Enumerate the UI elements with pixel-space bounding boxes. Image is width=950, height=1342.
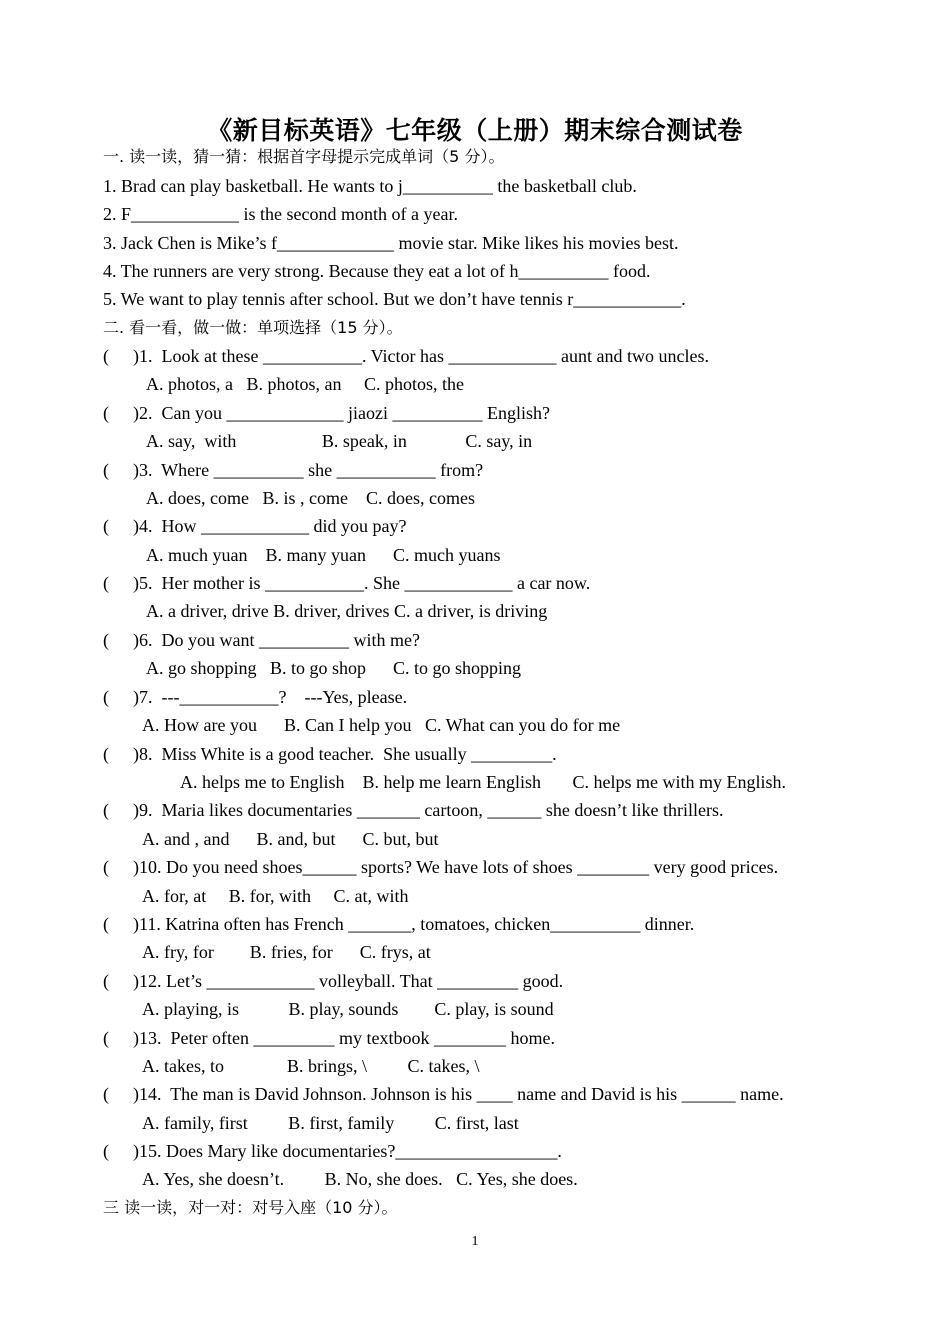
question-7 bbox=[103, 686, 407, 710]
question-text: )10. Do you need shoes______ sports? We have lots of shoes ________ very good prices. bbox=[133, 857, 779, 877]
fill-item-4: 4. The runners are very strong. Because they eat a lot of h__________ food. bbox=[103, 261, 651, 281]
section2-heading: 二. 看一看，做一做：单项选择（15 分）。 bbox=[103, 318, 403, 337]
question-7-options: A. How are you B. Can I help you C. What can you do for me bbox=[142, 715, 621, 735]
answer-paren: ( bbox=[103, 744, 109, 764]
question-13 bbox=[103, 1027, 555, 1051]
question-text: )11. Katrina often has French _______, tomatoes, chicken__________ dinner. bbox=[133, 914, 695, 934]
fill-item-1: 1. Brad can play basketball. He wants to j__________ the basketball club. bbox=[103, 176, 637, 196]
question-text: )9. Maria likes documentaries _______ cartoon, ______ she doesn’t like thrillers. bbox=[133, 800, 724, 820]
question-text: )5. Her mother is ___________. She ____________ a car now. bbox=[133, 573, 591, 593]
question-4-options: A. much yuan B. many yuan C. much yuans bbox=[146, 545, 501, 565]
question-text: )7. ---___________? ---Yes, please. bbox=[133, 687, 408, 707]
question-8-options: A. helps me to English B. help me learn English C. helps me with my English. bbox=[180, 772, 786, 792]
question-12 bbox=[103, 970, 563, 994]
question-text: )13. Peter often _________ my textbook ________ home. bbox=[133, 1028, 555, 1048]
question-11 bbox=[103, 913, 694, 937]
answer-paren: ( bbox=[103, 573, 109, 593]
question-9-options: A. and , and B. and, but C. but, but bbox=[142, 829, 439, 849]
question-8 bbox=[103, 743, 557, 767]
question-9 bbox=[103, 799, 724, 823]
question-5-options: A. a driver, drive B. driver, drives C. a driver, is driving bbox=[146, 601, 548, 621]
answer-paren: ( bbox=[103, 687, 109, 707]
fill-item-3: 3. Jack Chen is Mike’s f_____________ movie star. Mike likes his movies best. bbox=[103, 233, 679, 253]
question-5 bbox=[103, 572, 590, 596]
answer-paren: ( bbox=[103, 1028, 109, 1048]
question-text: )14. The man is David Johnson. Johnson is his ____ name and David is his ______ name. bbox=[133, 1084, 784, 1104]
question-text: )2. Can you _____________ jiaozi __________ English? bbox=[133, 403, 550, 423]
answer-paren: ( bbox=[103, 460, 109, 480]
section3-heading: 三 读一读，对一对：对号入座（10 分）。 bbox=[103, 1198, 398, 1217]
question-15 bbox=[103, 1140, 562, 1164]
answer-paren: ( bbox=[103, 857, 109, 877]
answer-paren: ( bbox=[103, 403, 109, 423]
fill-item-2: 2. F____________ is the second month of a year. bbox=[103, 204, 458, 224]
question-text: )6. Do you want __________ with me? bbox=[133, 630, 420, 650]
question-text: )8. Miss White is a good teacher. She usually _________. bbox=[133, 744, 557, 764]
question-15-options: A. Yes, she doesn’t. B. No, she does. C. Yes, she does. bbox=[142, 1169, 578, 1189]
question-4 bbox=[103, 515, 406, 539]
question-14 bbox=[103, 1083, 784, 1107]
question-2-options: A. say, with B. speak, in C. say, in bbox=[146, 431, 533, 451]
answer-paren: ( bbox=[103, 1084, 109, 1104]
question-10 bbox=[103, 856, 778, 880]
question-text: )4. How ____________ did you pay? bbox=[133, 516, 407, 536]
question-6-options: A. go shopping B. to go shop C. to go shopping bbox=[146, 658, 522, 678]
answer-paren: ( bbox=[103, 1141, 109, 1161]
question-6 bbox=[103, 629, 420, 653]
page-title: 《新目标英语》七年级（上册）期末综合测试卷 bbox=[207, 116, 743, 145]
fill-item-5: 5. We want to play tennis after school. But we don’t have tennis r____________. bbox=[103, 289, 686, 309]
question-3-options: A. does, come B. is , come C. does, comes bbox=[146, 488, 475, 508]
question-13-options: A. takes, to B. brings, \ C. takes, \ bbox=[142, 1056, 480, 1076]
question-2 bbox=[103, 402, 550, 426]
question-12-options: A. playing, is B. play, sounds C. play, is sound bbox=[142, 999, 554, 1019]
page-number: 1 bbox=[471, 1234, 479, 1249]
section1-heading: 一. 读一读，猜一猜：根据首字母提示完成单词（5 分）。 bbox=[103, 147, 505, 166]
question-10-options: A. for, at B. for, with C. at, with bbox=[142, 886, 409, 906]
question-text: )3. Where __________ she ___________ from? bbox=[133, 460, 484, 480]
answer-paren: ( bbox=[103, 971, 109, 991]
answer-paren: ( bbox=[103, 346, 109, 366]
answer-paren: ( bbox=[103, 800, 109, 820]
question-text: )12. Let’s ____________ volleyball. That _________ good. bbox=[133, 971, 564, 991]
question-3 bbox=[103, 459, 483, 483]
answer-paren: ( bbox=[103, 914, 109, 934]
question-1-options: A. photos, a B. photos, an C. photos, the bbox=[146, 374, 464, 394]
answer-paren: ( bbox=[103, 516, 109, 536]
question-14-options: A. family, first B. first, family C. first, last bbox=[142, 1113, 519, 1133]
question-text: )15. Does Mary like documentaries?__________________. bbox=[133, 1141, 562, 1161]
answer-paren: ( bbox=[103, 630, 109, 650]
question-1 bbox=[103, 345, 709, 369]
question-11-options: A. fry, for B. fries, for C. frys, at bbox=[142, 942, 431, 962]
question-text: )1. Look at these ___________. Victor has ____________ aunt and two uncles. bbox=[133, 346, 709, 366]
